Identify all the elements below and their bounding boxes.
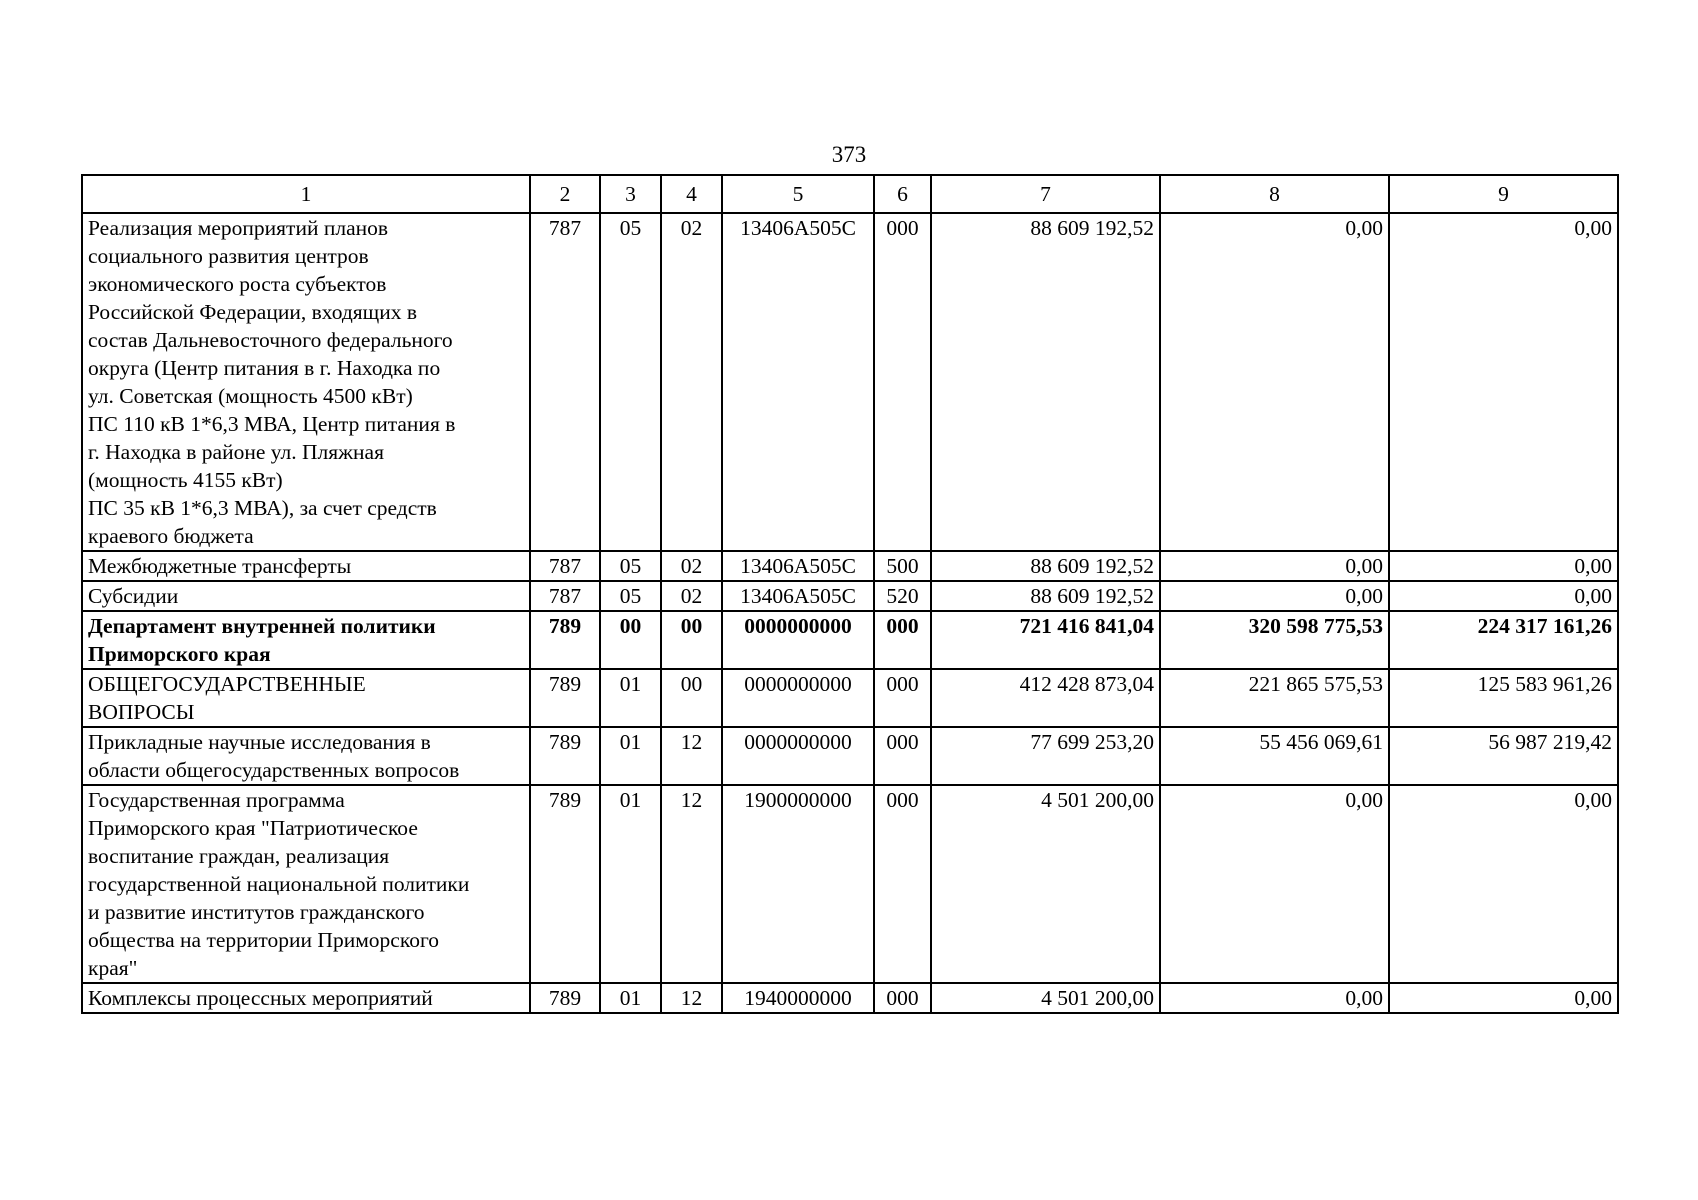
row-amount-c9: 0,00 (1389, 983, 1618, 1013)
row-name-cell (82, 213, 530, 551)
row-name-cell (82, 551, 530, 581)
row-code-c3: 01 (600, 727, 661, 785)
row-name-cell (82, 611, 530, 669)
row-code-c6: 000 (874, 785, 931, 983)
row-name: Межбюджетные трансферты (88, 554, 352, 578)
row-code-c2: 789 (530, 669, 600, 727)
row-amount-c8: 320 598 775,53 (1160, 611, 1389, 669)
row-code-c2: 787 (530, 213, 600, 551)
row-code-c6: 520 (874, 581, 931, 611)
row-amount-c8: 0,00 (1160, 213, 1389, 551)
column-header-4: 4 (661, 175, 722, 213)
row-code-c4: 00 (661, 611, 722, 669)
table-row (82, 983, 1618, 1013)
column-header-7: 7 (931, 175, 1160, 213)
column-header-6: 6 (874, 175, 931, 213)
row-amount-c9: 0,00 (1389, 551, 1618, 581)
header-row (82, 175, 1618, 213)
table-row (82, 727, 1618, 785)
row-name-cell (82, 727, 530, 785)
table-row (82, 551, 1618, 581)
column-header-9: 9 (1389, 175, 1618, 213)
column-header-3: 3 (600, 175, 661, 213)
row-amount-c7: 4 501 200,00 (931, 785, 1160, 983)
page-number: 373 (831, 142, 867, 167)
row-code-c2: 789 (530, 785, 600, 983)
row-code-c4: 02 (661, 551, 722, 581)
row-code-c6: 500 (874, 551, 931, 581)
row-code-c6: 000 (874, 611, 931, 669)
row-name: Государственная программа Приморского края "Патриотическое воспитание граждан, реализация государственной национальной политики и развитие институтов гражданского общества на территории Приморского края" (88, 788, 470, 980)
row-code-c5: 1900000000 (722, 785, 874, 983)
row-code-c4: 02 (661, 213, 722, 551)
row-code-c2: 787 (530, 581, 600, 611)
row-code-c3: 05 (600, 213, 661, 551)
table-body (82, 213, 1618, 1013)
table-row (82, 669, 1618, 727)
row-amount-c7: 77 699 253,20 (931, 727, 1160, 785)
row-name: Комплексы процессных мероприятий (88, 986, 433, 1010)
row-name: Прикладные научные исследования в области общегосударственных вопросов (88, 730, 460, 782)
row-code-c6: 000 (874, 669, 931, 727)
row-amount-c9: 0,00 (1389, 213, 1618, 551)
row-amount-c8: 0,00 (1160, 551, 1389, 581)
row-amount-c8: 221 865 575,53 (1160, 669, 1389, 727)
row-amount-c9: 224 317 161,26 (1389, 611, 1618, 669)
row-code-c5: 13406А505С (722, 213, 874, 551)
row-amount-c9: 125 583 961,26 (1389, 669, 1618, 727)
table-row (82, 785, 1618, 983)
table-row (82, 581, 1618, 611)
row-amount-c7: 88 609 192,52 (931, 581, 1160, 611)
row-code-c4: 12 (661, 785, 722, 983)
row-code-c2: 789 (530, 727, 600, 785)
budget-table (81, 174, 1619, 1014)
row-code-c3: 05 (600, 551, 661, 581)
row-code-c4: 02 (661, 581, 722, 611)
row-amount-c9: 0,00 (1389, 581, 1618, 611)
row-code-c4: 12 (661, 983, 722, 1013)
row-code-c3: 00 (600, 611, 661, 669)
row-code-c3: 05 (600, 581, 661, 611)
row-name: Департамент внутренней политики Приморского края (88, 614, 436, 666)
column-header-8: 8 (1160, 175, 1389, 213)
row-name: Реализация мероприятий планов социального развития центров экономического роста субъектов Российской Федерации, входящих в состав Дальневосточного федерального округа (Центр питания в г. Находка по ул. Советская (мощность 4500 кВт) ПС 110 кВ 1*6,3 МВА, Центр питания в г. Находка в районе ул. Пляжная (мощность 4155 кВт) ПС 35 кВ 1*6,3 МВА), за счет средств краевого бюджета (88, 216, 456, 548)
row-code-c5: 0000000000 (722, 727, 874, 785)
row-amount-c8: 55 456 069,61 (1160, 727, 1389, 785)
column-header-2: 2 (530, 175, 600, 213)
row-name-cell (82, 983, 530, 1013)
table-row (82, 611, 1618, 669)
row-amount-c8: 0,00 (1160, 785, 1389, 983)
column-header-1: 1 (82, 175, 530, 213)
row-code-c2: 787 (530, 551, 600, 581)
column-header-5: 5 (722, 175, 874, 213)
row-code-c3: 01 (600, 669, 661, 727)
row-code-c5: 1940000000 (722, 983, 874, 1013)
row-code-c5: 0000000000 (722, 669, 874, 727)
row-code-c3: 01 (600, 983, 661, 1013)
row-amount-c7: 721 416 841,04 (931, 611, 1160, 669)
row-amount-c7: 412 428 873,04 (931, 669, 1160, 727)
row-code-c5: 0000000000 (722, 611, 874, 669)
row-name-cell (82, 669, 530, 727)
row-amount-c7: 88 609 192,52 (931, 551, 1160, 581)
row-name: Субсидии (88, 584, 179, 608)
row-code-c5: 13406А505С (722, 581, 874, 611)
row-amount-c7: 88 609 192,52 (931, 213, 1160, 551)
row-amount-c9: 0,00 (1389, 785, 1618, 983)
row-amount-c8: 0,00 (1160, 983, 1389, 1013)
row-code-c4: 00 (661, 669, 722, 727)
row-code-c6: 000 (874, 983, 931, 1013)
row-name: ОБЩЕГОСУДАРСТВЕННЫЕ ВОПРОСЫ (88, 672, 366, 724)
row-name-cell (82, 581, 530, 611)
row-amount-c8: 0,00 (1160, 581, 1389, 611)
row-amount-c7: 4 501 200,00 (931, 983, 1160, 1013)
row-code-c3: 01 (600, 785, 661, 983)
row-code-c6: 000 (874, 727, 931, 785)
table-row (82, 213, 1618, 551)
row-amount-c9: 56 987 219,42 (1389, 727, 1618, 785)
row-code-c6: 000 (874, 213, 931, 551)
row-name-cell (82, 785, 530, 983)
row-code-c5: 13406А505С (722, 551, 874, 581)
row-code-c2: 789 (530, 611, 600, 669)
row-code-c2: 789 (530, 983, 600, 1013)
row-code-c4: 12 (661, 727, 722, 785)
